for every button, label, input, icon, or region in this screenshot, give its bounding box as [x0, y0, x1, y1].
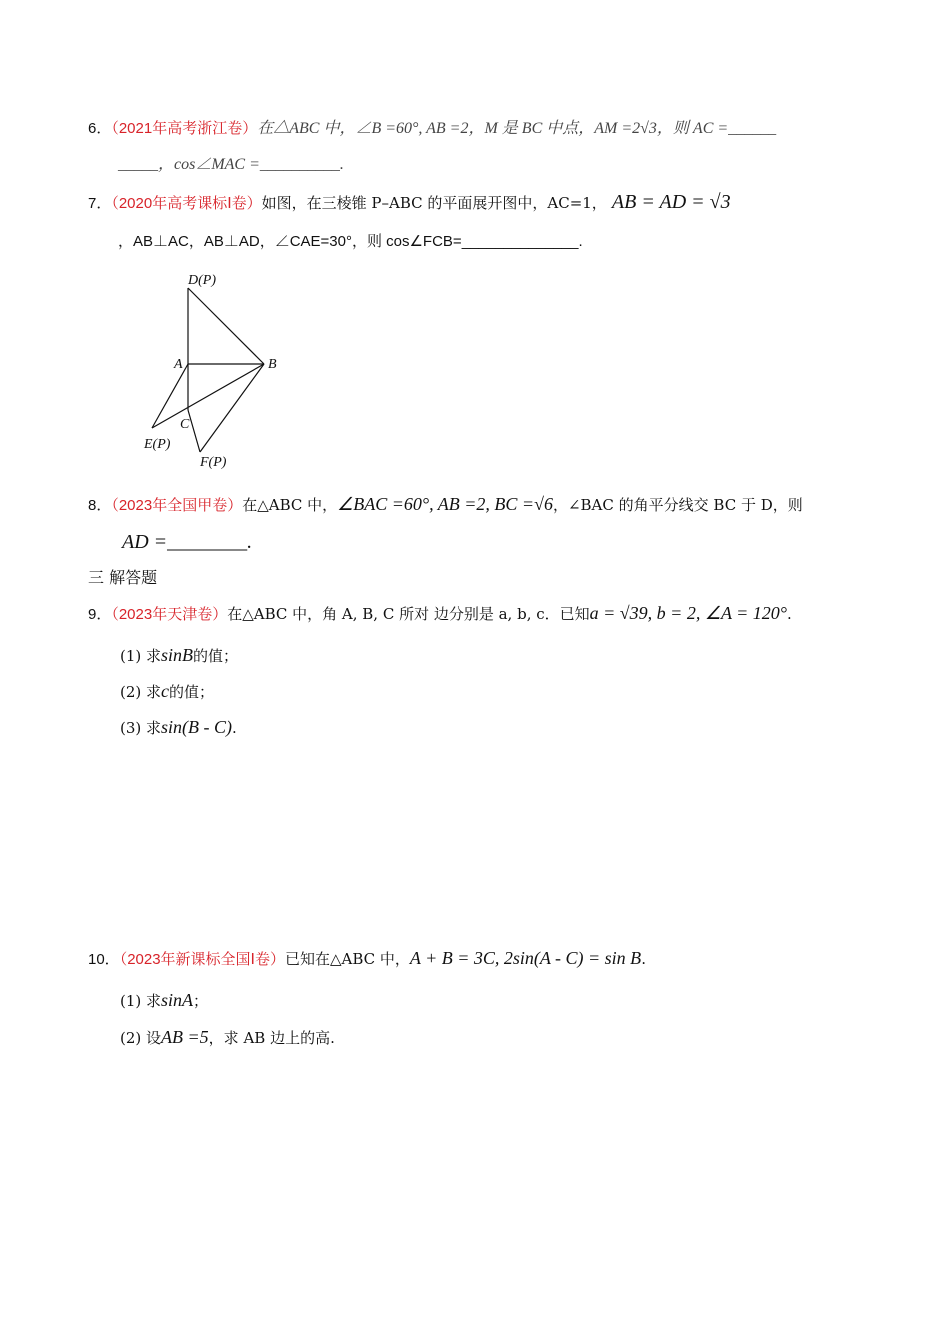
question-text: 在△ABC 中，角 A, B, C 所对 边分别是 a, b, c．已知 — [227, 605, 590, 623]
question-number: 10． — [88, 951, 120, 968]
edge-EB — [152, 364, 264, 428]
question-text: 已知在△ABC 中， — [284, 950, 410, 968]
label-E: E(P) — [144, 437, 171, 452]
question-source: （2023年新课标全国Ⅰ卷） — [119, 951, 285, 968]
question-number: 8． — [88, 497, 112, 514]
question-source: （2023年天津卷） — [111, 606, 228, 623]
net-figure — [138, 268, 298, 472]
question-math: ∠BAC =60°, AB =2, BC =√6 — [337, 494, 553, 514]
label-C: C — [180, 417, 190, 432]
question-10-part-2: (2) 设AB =5，求 AB 边上的高. — [120, 1027, 335, 1047]
label-F: F(P) — [200, 455, 227, 470]
label-D: D(P) — [188, 273, 216, 288]
question-8-line-1 — [88, 492, 803, 518]
question-10-line-1: 10．（2023年新课标全国Ⅰ卷）已知在△ABC 中，A + B = 3C, 2sin(A - C) = sin B. — [88, 948, 646, 968]
question-9-part-1: (1) 求sinB的值； — [120, 645, 239, 665]
question-number: 6． — [88, 120, 112, 137]
question-7-line-2 — [118, 229, 583, 254]
question-text: _____，cos∠MAC =__________. — [118, 156, 344, 173]
question-number: 7． — [88, 195, 112, 212]
question-9-part-3: (3) 求sin(B - C). — [120, 717, 237, 737]
question-math: A + B = 3C, 2sin(A - C) = sin B — [409, 948, 642, 968]
question-math: a = √39, b = 2, ∠A = 120° — [589, 603, 787, 623]
question-text: ，∠BAC 的角平分线交 BC 于 D，则 — [552, 496, 803, 514]
question-source: （2021年高考浙江卷） — [111, 120, 258, 137]
question-10-part-1: (1) 求sinA； — [120, 990, 209, 1010]
question-7-line-1 — [88, 190, 731, 216]
label-B: B — [268, 357, 277, 372]
question-text: 在△ABC 中， — [242, 496, 338, 514]
question-source: （2020年高考课标Ⅰ卷） — [111, 195, 262, 212]
question-number: 9． — [88, 606, 112, 623]
question-text: 如图，在三棱锥 P–ABC 的平面展开图中，AC=1， — [261, 194, 607, 212]
question-math: AB = AD = √3 — [611, 191, 731, 213]
edge-CF — [188, 410, 200, 452]
question-9-part-2: (2) 求c的值； — [120, 681, 215, 701]
section-heading: 三 解答题 — [88, 568, 158, 587]
question-text: 在△ABC 中，∠B =60°, AB =2，M 是 BC 中点，AM =2√3，则 AC =______ — [257, 120, 777, 137]
edge-DB — [188, 288, 264, 364]
question-8-line-2 — [122, 530, 252, 555]
question-text: ，AB⊥AC，AB⊥AD，∠CAE=30°，则 cos∠FCB=______________. — [118, 233, 583, 250]
question-source: （2023年全国甲卷） — [111, 497, 243, 514]
question-6-line-2 — [118, 152, 344, 177]
label-A: A — [174, 357, 183, 372]
question-9-line-1: 9．（2023年天津卷）在△ABC 中，角 A, B, C 所对 边分别是 a, b, c．已知a = √39, b = 2, ∠A = 120°. — [88, 603, 792, 623]
edge-FB — [200, 364, 264, 452]
question-6-line-1 — [88, 116, 776, 141]
answer-blank: AD =________. — [122, 531, 253, 553]
